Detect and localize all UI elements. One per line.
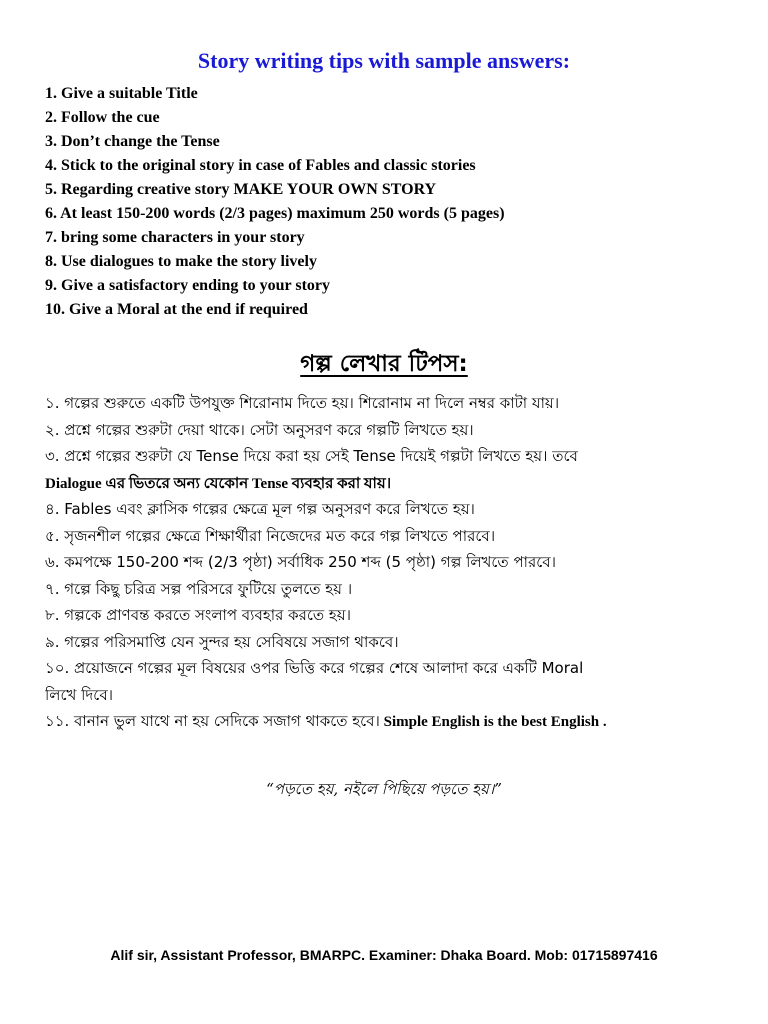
bangla-tip-line: ৩. প্রশ্নে গল্পের শুরুটা যে Tense দিয়ে করা হয় সেই Tense দিয়েই গল্পটা লিখতে হয়। তবে [45,447,578,465]
bangla-tip-line: ৮. গল্পকে প্রাণবন্ত করতে সংলাপ ব্যবহার করতে হয়। [45,606,351,624]
tip-item: 5. Regarding creative story MAKE YOUR OWN STORY [45,181,437,198]
tip-item: 4. Stick to the original story in case of Fables and classic stories [45,157,476,174]
tip-item: 10. Give a Moral at the end if required [45,301,308,318]
bangla-section-title [0,345,768,384]
bangla-tip-line: ৬. কমপক্ষে 150-200 শব্দ (2/3 পৃষ্ঠা) সর্বাধিক 250 শব্দ (5 পৃষ্ঠা) গল্প লিখতে পারবে। [45,553,556,571]
tip-item: 8. Use dialogues to make the story lively [45,253,317,270]
english-tips-list [45,82,505,322]
bangla-tip-line: ১১. বানান ভুল যাথে না হয় সেদিকে সজাগ থাকতে হবে। Simple English is the best English . [45,712,607,730]
tip-item: 2. Follow the cue [45,109,160,126]
tip-item: 7. bring some characters in your story [45,229,305,246]
tip-item: 6. At least 150-200 words (2/3 pages) maximum 250 words (5 pages) [45,205,505,222]
bangla-tip-line: ১. গল্পের শুরুতে একটি উপযুক্ত শিরোনাম দিতে হয়। শিরোনাম না দিলে নম্বর কাটা যায়। [45,394,560,412]
document-title: Story writing tips with sample answers: [197,48,571,73]
bangla-tip-line: ২. প্রশ্নে গল্পের শুরুটা দেয়া থাকে। সেটা অনুসরণ করে গল্পটি লিখতে হয়। [45,420,474,439]
bangla-title-text: গল্প লেখার টিপস: [300,351,468,377]
tip-item: 9. Give a satisfactory ending to your story [45,277,331,294]
bangla-quote: “পড়তে হয়, নইলে পিছিয়ে পড়তে হয়।” [266,780,502,798]
bangla-tip-line: ৪. Fables এবং ক্লাসিক গল্পের ক্ষেত্রে মূল গল্প অনুসরণ করে লিখতে হয়। [45,500,475,518]
author-footer: Alif sir, Assistant Professor, BMARPC. Examiner: Dhaka Board. Mob: 01715897416 [110,947,658,963]
bangla-tip-line: ৫. সৃজনশীল গল্পের ক্ষেত্রে শিক্ষার্থীরা নিজেদের মত করে গল্প লিখতে পারবে। [45,526,496,545]
bangla-tip-line: Dialogue এর ভিতরে অন্য যেকোন Tense ব্যবহার করা যায়। [45,475,392,492]
bangla-tip-line: ১০. প্রয়োজনে গল্পের মূল বিষয়ের ওপর ভিত্তি করে গল্পের শেষে আলাদা করে একটি Moral [45,659,584,677]
tip-item: 1. Give a suitable Title [45,85,198,102]
bangla-tip-line: ৭. গল্পে কিছু চরিত্র সল্প পরিসরে ফুটিয়ে তুলতে হয় । [45,579,353,598]
bangla-tip-line: লিখে দিবে। [45,685,114,704]
tip-item: 3. Don’t change the Tense [45,133,220,150]
bangla-tip-line: ৯. গল্পের পরিসমাপ্তি যেন সুন্দর হয় সেবিষয়ে সজাগ থাকবে। [45,632,399,651]
bangla-tips-list [45,390,745,735]
